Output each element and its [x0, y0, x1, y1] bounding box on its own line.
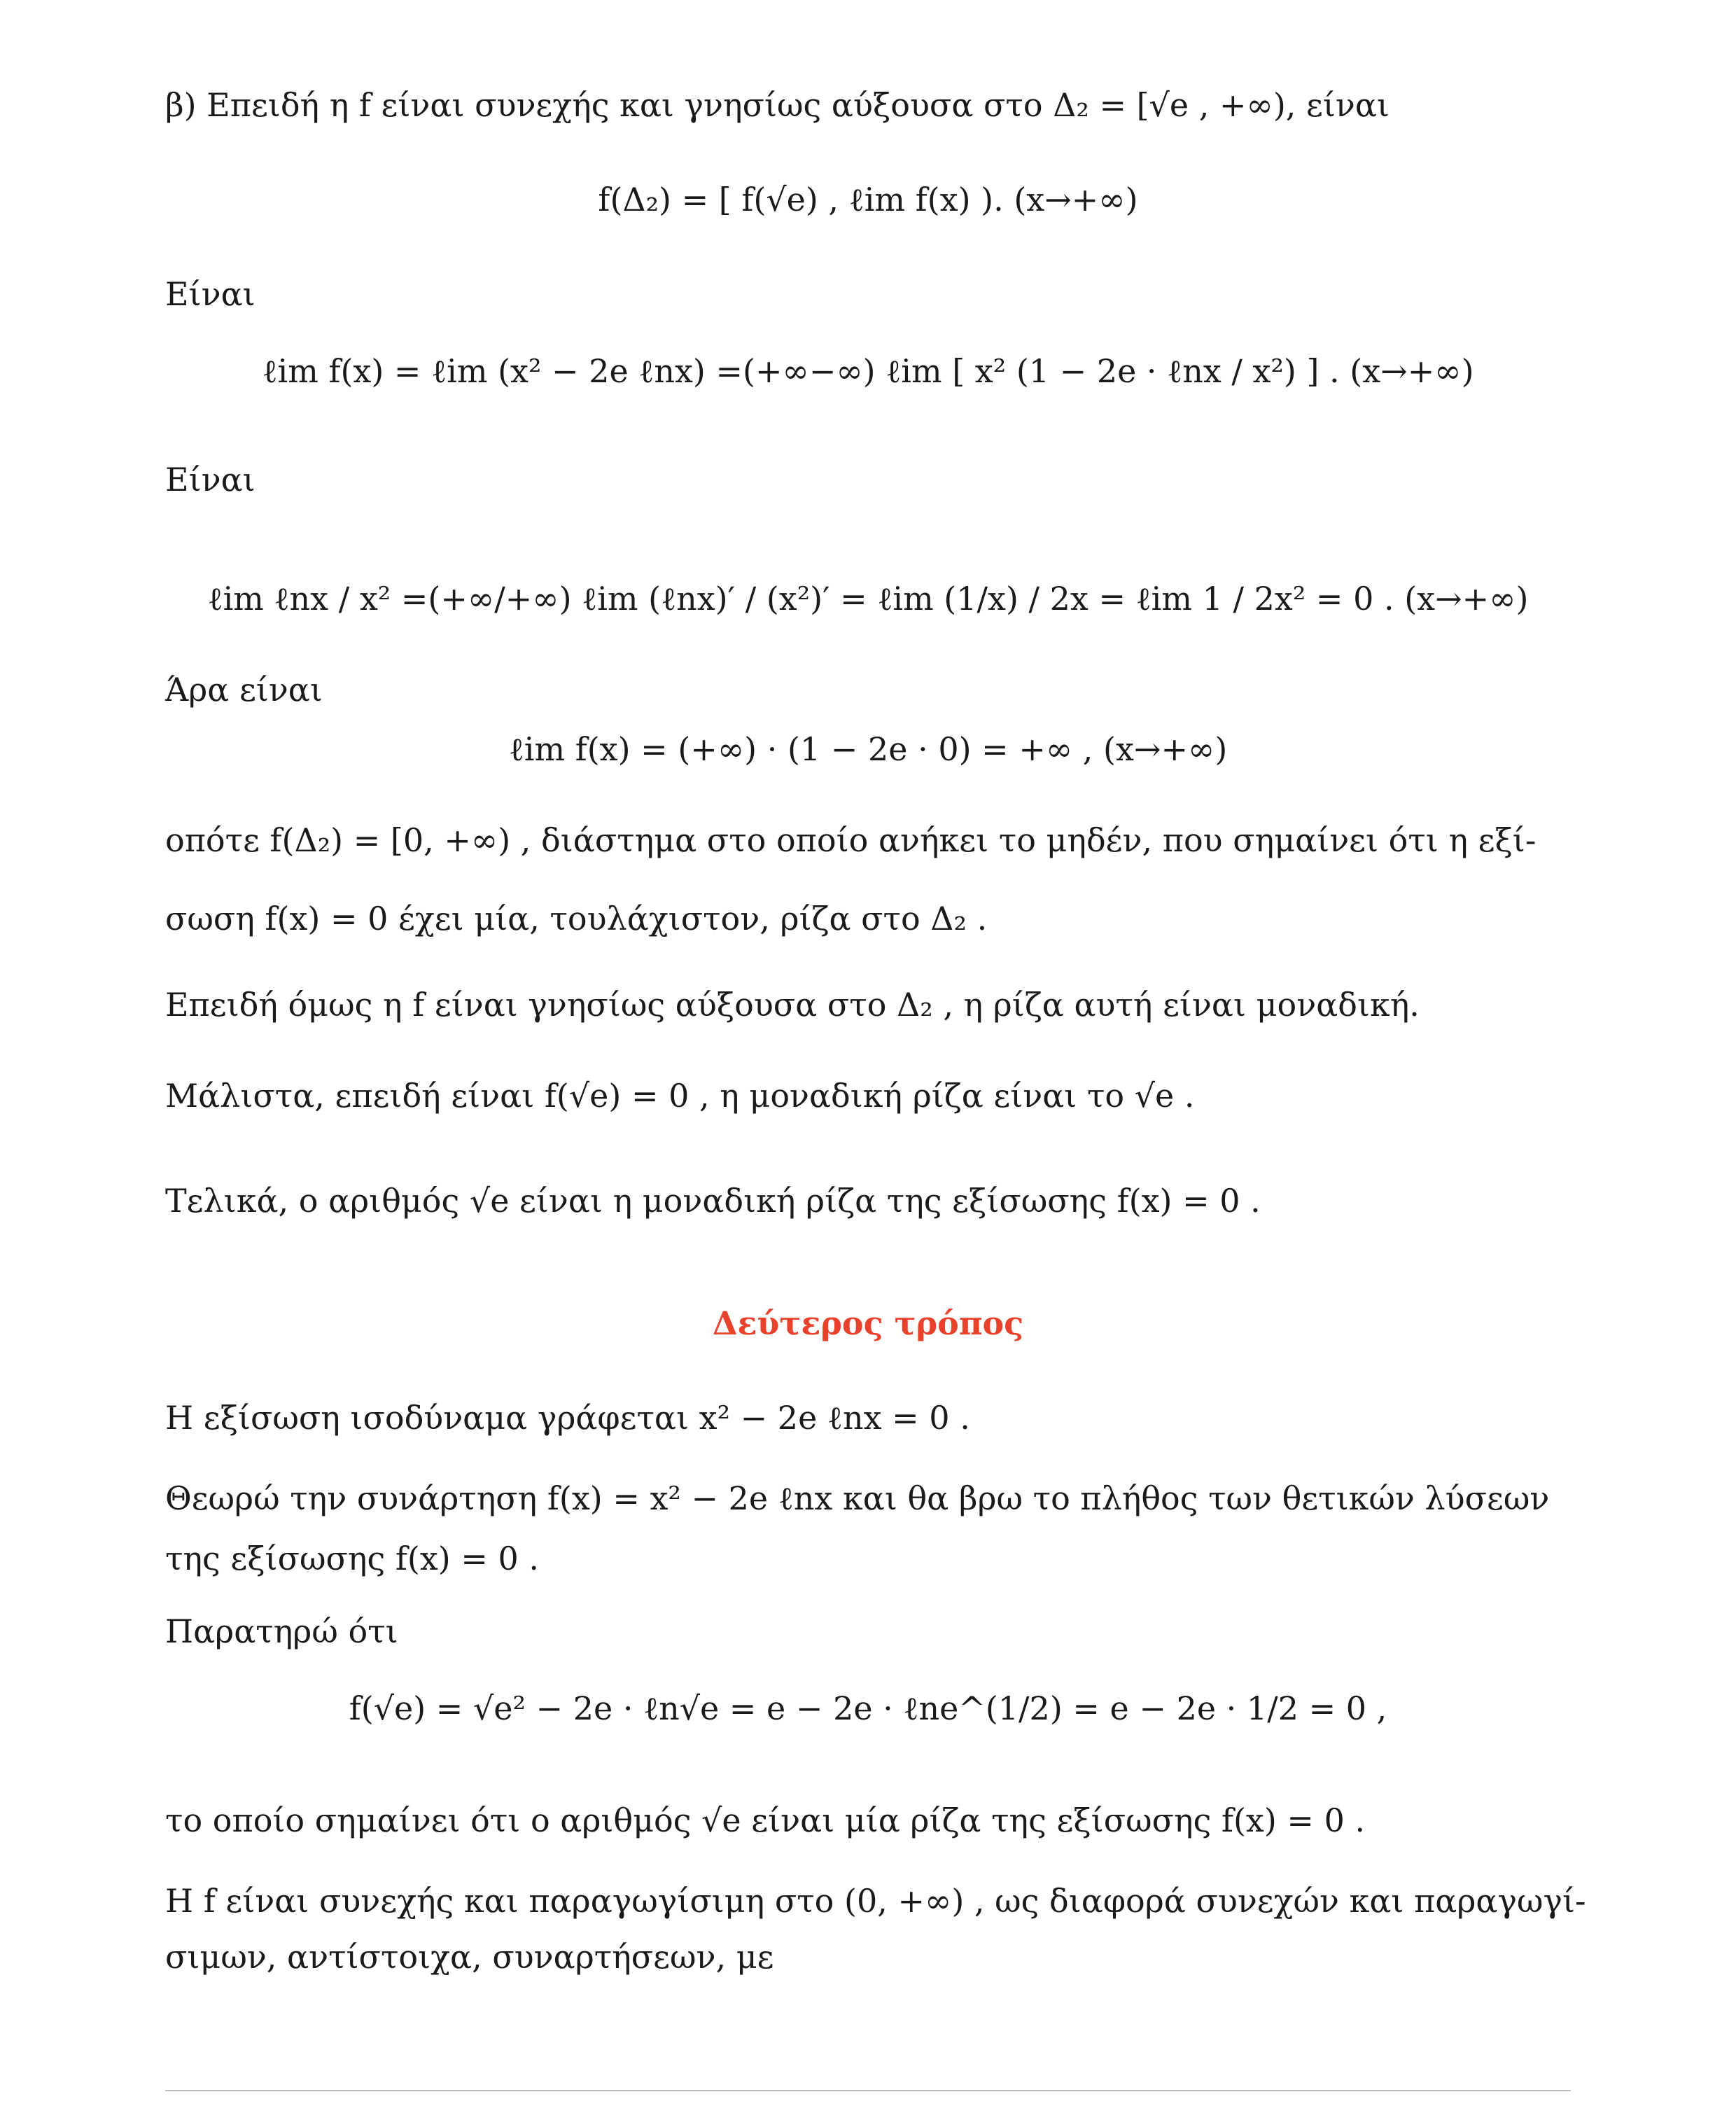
text-line: σιμων, αντίστοιχα, συναρτήσεων, με	[165, 1938, 774, 1976]
text-line: της εξίσωσης f(x) = 0 .	[165, 1540, 540, 1577]
text-line: Παρατηρώ ότι	[165, 1612, 398, 1650]
text-line: Μάλιστα, επειδή είναι f(√e) = 0 , η μοναδική ρίζα είναι το √e .	[165, 1077, 1195, 1115]
text-line: Η εξίσωση ισοδύναμα γράφεται x² − 2e ℓnx = 0 .	[165, 1399, 970, 1437]
text-line: Η f είναι συνεχής και παραγωγίσιμη στο (0, +∞) , ως διαφορά συνεχών και παραγωγί-	[165, 1882, 1586, 1920]
text-line: το οποίο σημαίνει ότι ο αριθμός √e είναι μία ρίζα της εξίσωσης f(x) = 0 .	[165, 1801, 1366, 1839]
equation: ℓim ℓnx / x² =(+∞/+∞) ℓim (ℓnx)′ / (x²)′ = ℓim (1/x) / 2x = ℓim 1 / 2x² = 0 . (x→+∞)	[207, 580, 1529, 618]
text-line: Θεωρώ την συνάρτηση f(x) = x² − 2e ℓnx και θα βρω το πλήθος των θετικών λύσεων	[165, 1479, 1550, 1517]
text-line: Άρα είναι	[165, 671, 323, 709]
footer-rule	[165, 2090, 1571, 2091]
text-line: Είναι	[165, 275, 255, 313]
text-line: σωση f(x) = 0 έχει μία, τουλάχιστον, ρίζα στο Δ₂ .	[165, 900, 988, 937]
text-line: Επειδή όμως η f είναι γνησίως αύξουσα στο Δ₂ , η ρίζα αυτή είναι μοναδική.	[165, 986, 1420, 1024]
equation: ℓim f(x) = ℓim (x² − 2e ℓnx) =(+∞−∞) ℓim [ x² (1 − 2e · ℓnx / x²) ] . (x→+∞)	[262, 352, 1474, 390]
equation: f(Δ₂) = [ f(√e) , ℓim f(x) ). (x→+∞)	[598, 181, 1138, 218]
text-line: Τελικά, ο αριθμός √e είναι η μοναδική ρίζα της εξίσωσης f(x) = 0 .	[165, 1182, 1261, 1220]
text-line: οπότε f(Δ₂) = [0, +∞) , διάστημα στο οποίο ανήκει το μηδέν, που σημαίνει ότι η εξί-	[165, 821, 1536, 859]
equation: f(√e) = √e² − 2e · ℓn√e = e − 2e · ℓne^(1/2) = e − 2e · 1/2 = 0 ,	[349, 1689, 1387, 1727]
equation: ℓim f(x) = (+∞) · (1 − 2e · 0) = +∞ , (x→+∞)	[508, 730, 1228, 768]
text-line: β) Επειδή η f είναι συνεχής και γνησίως αύξουσα στο Δ₂ = [√e , +∞), είναι	[165, 86, 1390, 124]
text-line: Είναι	[165, 461, 255, 498]
section-heading: Δεύτερος τρόπος	[712, 1304, 1024, 1342]
